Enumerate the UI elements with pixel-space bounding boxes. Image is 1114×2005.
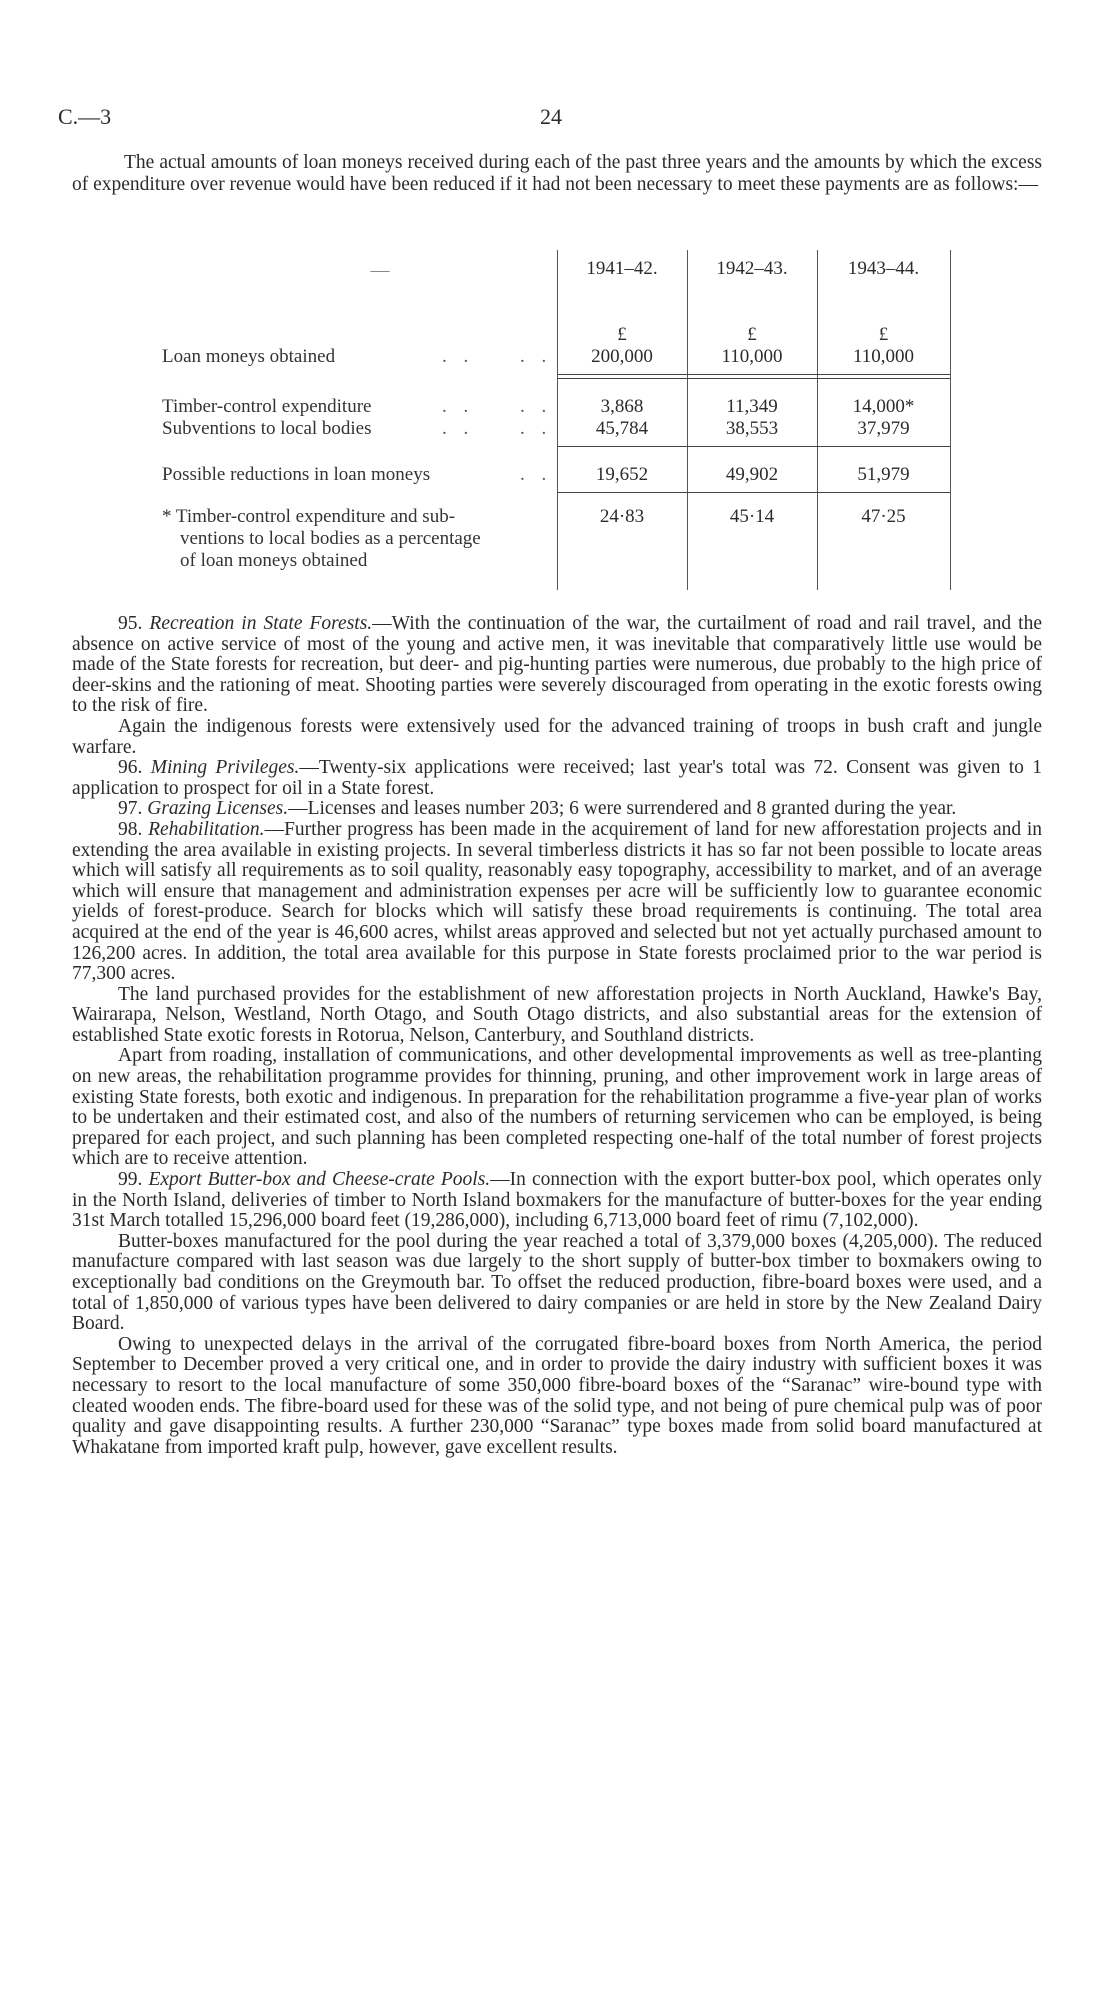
- section-text: —Licenses and leases number 203; 6 were surrendered and 8 granted during the year.: [288, 798, 957, 820]
- body-text: [72, 614, 1042, 1458]
- table-cell: 19,652: [595, 464, 649, 485]
- table-cell: 45·14: [729, 506, 775, 527]
- table-corner: —: [370, 260, 390, 281]
- row-label: Timber-control expenditure: [162, 396, 372, 417]
- table-cell: 47·25: [861, 506, 906, 527]
- leader-dots: . .: [520, 346, 553, 367]
- section-text: —Twenty-six applications were received; last year's total was 72. Consent was given to 1 application to prospect for oil in a State forest.: [72, 757, 1043, 799]
- leader-dots: . .: [520, 418, 553, 439]
- leader-dots: . .: [442, 346, 475, 367]
- table-rule: [557, 374, 950, 375]
- page-number: 24: [540, 104, 562, 129]
- table-cell: 45,784: [595, 418, 649, 439]
- column-header: 1942–43.: [716, 258, 788, 279]
- column-header: 1943–44.: [847, 258, 920, 279]
- paragraph-96: [72, 758, 1042, 799]
- paragraph: Owing to unexpected delays in the arrival of the corrugated fibre-board boxes from North America, the period September to December proved a very critical one, and in order to provide the dairy industry with sufficient boxes it was necessary to resort to the local manufacture of some 350,000 fibre-board boxes of the “Saranac” wire-bound type with cleated wooden ends. The fibre-board used for these was of the solid type, and not being of pure chemical pulp was of poor quality and gave disappointing results. A further 230,000 “Saranac” type boxes made from solid board manufactured at Whakatane from imported kraft pulp, however, gave excellent results.: [72, 1333, 1042, 1458]
- table-cell: 110,000: [721, 346, 783, 367]
- section-title: Recreation in State Forests.: [149, 613, 373, 634]
- paragraph: Apart from roading, installation of communications, and other developmental improvements as well as tree-planting on new areas, the rehabilitation programme provides for thinning, pruning, and other improvement work in large areas of existing State forests, both exotic and indigenous. In preparation for the rehabilitation programme a five-year plan of works to be undertaken and their estimated cost, and also of the numbers of returning servicemen who can be employed, is being prepared for each project, and such planning has been completed respecting one-half of the total number of forest projects which are to receive attention.: [72, 1045, 1042, 1170]
- footnote-label: ventions to local bodies as a percentage: [180, 528, 481, 549]
- paragraph: Butter-boxes manufactured for the pool during the year reached a total of 3,379,000 boxes (4,205,000). The reduced manufacture compared with last season was due largely to the short supply of butter-box timber to boxmakers owing to exceptionally bad conditions on the Greymouth bar. To offset the reduced production, fibre-board boxes were used, and a total of 1,850,000 of various types have been delivered to dairy companies or are held in store by the New Zealand Dairy Board.: [72, 1230, 1042, 1335]
- section-number: 96.: [118, 757, 143, 779]
- table-cell: 38,553: [725, 418, 779, 439]
- paragraph: The land purchased provides for the establishment of new afforestation projects in North Auckland, Hawke's Bay, Wairarapa, Nelson, Westland, North Otago, and South Otago districts, and also substantial areas for the extension of established State exotic forests in Rotorua, Nelson, Canterbury, and Southland districts.: [72, 983, 1042, 1046]
- table-cell: 11,349: [726, 396, 778, 417]
- table-cell: 110,000: [852, 346, 915, 367]
- section-title: Grazing Licenses.: [147, 798, 289, 820]
- table-cell: 14,000*: [852, 396, 915, 417]
- row-label: Loan moneys obtained: [162, 346, 336, 367]
- paragraph-97: [72, 799, 1042, 820]
- leader-dots: . .: [520, 396, 553, 417]
- section-title: Export Butter-box and Cheese-crate Pools.: [148, 1169, 491, 1191]
- leader-dots: . .: [442, 396, 475, 417]
- paragraph-98: [72, 820, 1042, 985]
- paragraph: Again the indigenous forests were extensively used for the advanced training of troops in bush craft and jungle warfare.: [72, 715, 1042, 758]
- currency-symbol: £: [747, 324, 757, 345]
- leader-dots: . .: [442, 418, 475, 439]
- section-title: Mining Privileges.: [150, 757, 300, 779]
- table-cell: 3,868: [600, 396, 644, 417]
- row-label: Possible reductions in loan moneys: [162, 464, 431, 485]
- section-number: 98.: [118, 818, 143, 840]
- intro-paragraph: The actual amounts of loan moneys received during each of the past three years and the amounts by which the excess of expenditure over revenue would have been reduced if it had not been necessary to meet these payments are as follows:—: [72, 152, 1042, 195]
- section-title: Rehabilitation.: [148, 818, 265, 840]
- section-number: 95.: [118, 613, 143, 634]
- row-label: Subventions to local bodies: [162, 418, 372, 439]
- currency-symbol: £: [617, 324, 627, 345]
- table-rule: [557, 492, 950, 493]
- section-text: —In connection with the export butter-box pool, which operates only in the North Island, deliveries of timber to North Island boxmakers for the manufacture of butter-boxes for the year ending 31st March totalled 15,296,000 board feet (19,286,000), including 6,713,000 board feet of rimu (7,102,000).: [72, 1169, 1042, 1232]
- section-number: 97.: [118, 798, 143, 820]
- table-rule: [557, 446, 950, 447]
- currency-symbol: £: [878, 324, 889, 345]
- table-cell: 37,979: [857, 418, 910, 439]
- column-header: 1941–42.: [586, 258, 658, 279]
- table-cell: 200,000: [591, 346, 653, 367]
- table-cell: 51,979: [857, 464, 910, 485]
- section-text: —With the continuation of the war, the curtailment of road and rail travel, and the absence on active service of most of the young and active men, it was inevitable that comparatively little use would be made of the State forests for recreation, but deer- and pig-hunting parties were numerous, due probably to the high price of deer-skins and the rationing of meat. Shooting parties were severely discouraged from operating in the exotic forests owing to the risk of fire.: [72, 613, 1042, 717]
- section-number: 99.: [118, 1169, 143, 1191]
- loan-moneys-table: [150, 250, 1030, 600]
- document-code: C.—3: [58, 104, 112, 129]
- leader-dots: . .: [520, 464, 553, 485]
- footnote-label: * Timber-control expenditure and sub-: [162, 506, 456, 527]
- table-cell: 49,902: [725, 464, 779, 485]
- paragraph-95: [72, 614, 1042, 717]
- section-text: —Further progress has been made in the acquirement of land for new afforestation projects and in extending the area available in existing projects. In several timberless districts it has so far not been possible to locate areas which will satisfy all requirements as to soil quality, reasonably easy topography, accessibility to market, and of an average which will ensure that management and administration expenses per acre will be sufficiently low to guarantee economic yields of forest-produce. Search for blocks which will satisfy these broad requirements is continuing. The total area acquired at the end of the year is 46,600 acres, whilst areas approved and selected but not yet actually purchased amount to 126,200 acres. In addition, the total area available for this purpose in State forests proclaimed prior to the war period is 77,300 acres.: [72, 818, 1043, 985]
- footnote-label: of loan moneys obtained: [180, 550, 368, 571]
- table-rule: [557, 378, 950, 379]
- paragraph-99: [72, 1170, 1042, 1232]
- table-cell: 24·83: [599, 506, 645, 527]
- table-divider: [950, 250, 951, 590]
